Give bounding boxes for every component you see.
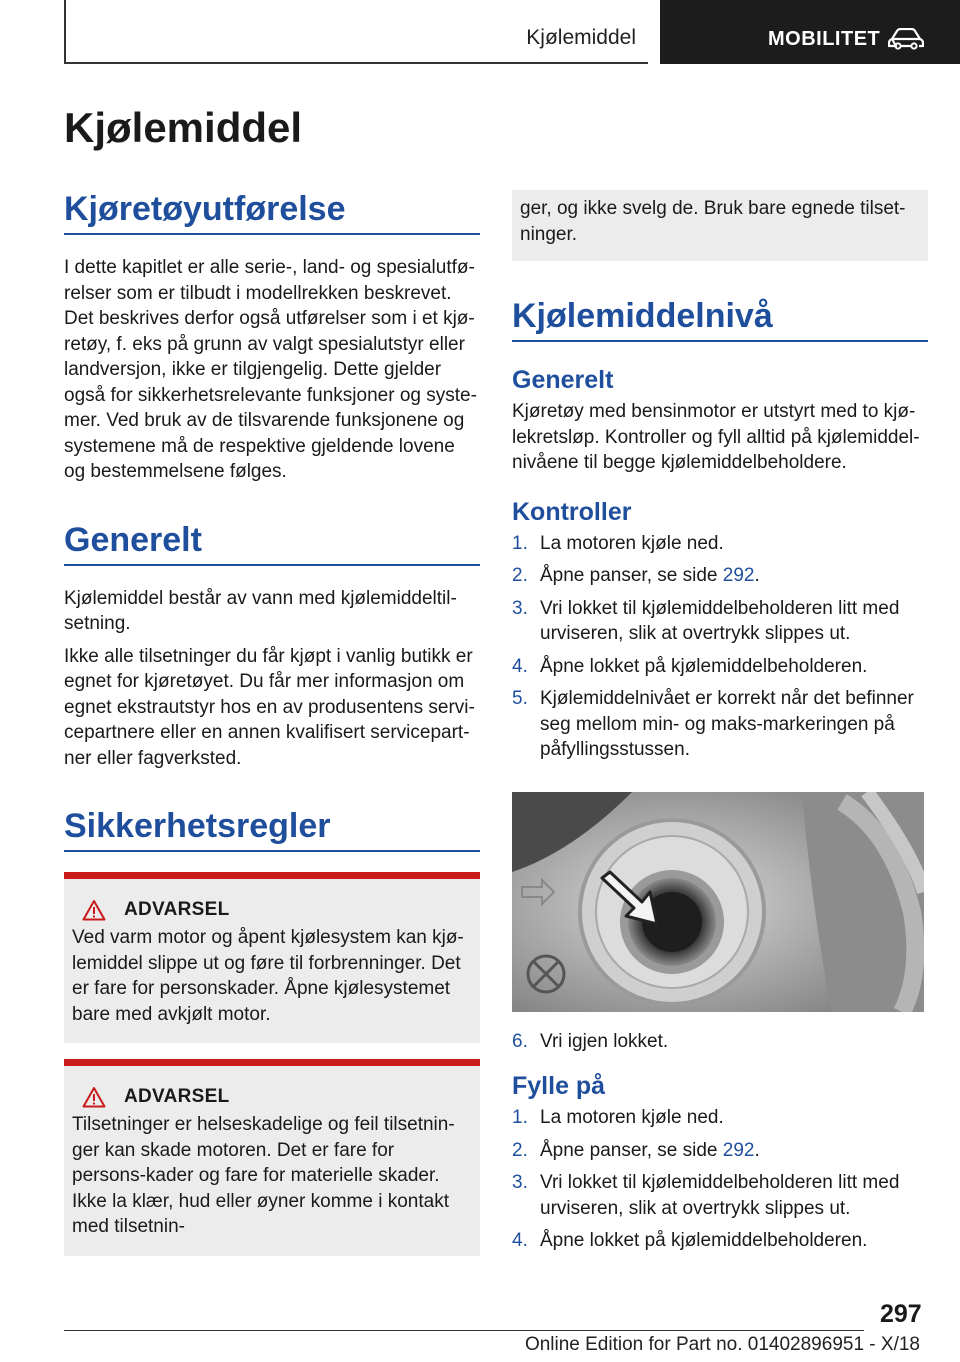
paragraph-vehicle-version: I dette kapitlet er alle serie-, land- og spesialutfø-relser som er tilbudt i modellrekken beskrevet. Det beskrives derfor også utførelser som i et kjø-retøy, f. eks på grunn av valgt spesialutstyr eller landversjon, ikke er tilgjengelig. Dette gjelder også for sikkerhetsrelevante funksjoner og syste-mer. Ved bruk av de tilsvarende funksjonene og systemene må de respektive gjeldende lovene og bestemmelsene følges. bbox=[64, 257, 477, 482]
step-text-pre: Åpne panser, se side bbox=[540, 1139, 723, 1161]
step-text: Vri lokket til kjølemiddelbeholderen litt med urviseren, slik at overtrykk slippes ut. bbox=[540, 1172, 900, 1219]
list-item bbox=[512, 1228, 928, 1254]
step-text bbox=[540, 1138, 760, 1164]
warning-header bbox=[82, 899, 472, 921]
step-text: Åpne lokket på kjølemiddelbeholderen. bbox=[540, 655, 868, 677]
paragraph-general-1: Kjølemiddel består av vann med kjølemiddeltil-setning. bbox=[64, 587, 457, 634]
step-text: Kjølemiddelnivået er korrekt når det befinner seg mellom min- og maks-markeringen på påfyllingsstussen. bbox=[540, 688, 914, 760]
step-number: 5. bbox=[512, 688, 528, 709]
check-steps-list-continued bbox=[512, 1029, 928, 1055]
warning-continuation-text: ger, og ikke svelg de. Bruk bare egnede tilset-ninger. bbox=[520, 198, 906, 245]
warning-box-2 bbox=[64, 1059, 480, 1256]
step-number: 1. bbox=[512, 532, 528, 554]
step-text-pre: Åpne panser, se side bbox=[540, 565, 723, 586]
list-item bbox=[512, 686, 928, 763]
step-number: 6. bbox=[512, 1030, 528, 1052]
step-text bbox=[540, 563, 760, 589]
list-item bbox=[512, 1170, 928, 1221]
list-item bbox=[512, 563, 928, 589]
step-number: 3. bbox=[512, 1172, 528, 1193]
heading-fill: Fylle på bbox=[512, 1072, 606, 1100]
list-item bbox=[512, 531, 928, 557]
step-text: Åpne lokket på kjølemiddelbeholderen. bbox=[540, 1230, 868, 1251]
footer-divider bbox=[64, 1330, 864, 1331]
fill-steps-list bbox=[512, 1105, 928, 1254]
paragraph-general-2: Ikke alle tilsetninger du får kjøpt i vanlig butikk er egnet for kjøretøyet. Du får mer informasjon om egnet ekstrautstyr hos en av produsentens servi-cepartnere eller en annen kvalifisert servicepart-ner eller fagverksted. bbox=[64, 645, 475, 769]
page-reference-link[interactable]: 292 bbox=[722, 1139, 755, 1161]
heading-vehicle-version: Kjøretøyutførelse bbox=[64, 190, 480, 235]
step-number: 1. bbox=[512, 1107, 528, 1128]
right-column bbox=[512, 190, 928, 1261]
heading-safety: Sikkerhetsregler bbox=[64, 807, 480, 852]
page-number: 297 bbox=[880, 1300, 922, 1328]
heading-general-level: Generelt bbox=[512, 366, 614, 394]
left-column bbox=[64, 190, 480, 1256]
heading-general: Generelt bbox=[64, 521, 480, 566]
list-item bbox=[512, 1029, 928, 1055]
step-number: 4. bbox=[512, 1230, 528, 1251]
warning-continuation-box bbox=[512, 190, 928, 261]
list-item bbox=[512, 596, 928, 647]
header-chapter-box bbox=[660, 0, 960, 64]
check-steps-list bbox=[512, 531, 928, 763]
step-text: La motoren kjøle ned. bbox=[540, 1107, 724, 1128]
step-text-post: . bbox=[754, 565, 760, 586]
footer-edition: Online Edition for Part no. 01402896951 - X/18 bbox=[524, 1334, 920, 1355]
step-text: Vri lokket til kjølemiddelbeholderen litt med urviseren, slik at overtrykk slippes ut. bbox=[540, 597, 900, 644]
paragraph-level-general: Kjøretøy med bensinmotor er utstyrt med to kjø-lekretsløp. Kontroller og fyll alltid på kjølemiddel-nivåene til begge kjølemiddelbeholdere. bbox=[512, 401, 920, 473]
step-number: 3. bbox=[512, 597, 528, 619]
warning-header bbox=[82, 1086, 472, 1108]
list-item bbox=[512, 654, 928, 680]
heading-coolant-level: Kjølemiddelnivå bbox=[512, 297, 928, 342]
header-chapter-title: MOBILITET bbox=[768, 28, 881, 50]
heading-check: Kontroller bbox=[512, 497, 632, 526]
header-section-title: Kjølemiddel bbox=[526, 26, 636, 49]
warning-title: ADVARSEL bbox=[124, 1086, 230, 1107]
step-number: 2. bbox=[512, 565, 528, 586]
step-number: 2. bbox=[512, 1139, 528, 1161]
page-title: Kjølemiddel bbox=[64, 104, 303, 151]
warning-text: Ved varm motor og åpent kjølesystem kan kjø-lemiddel slippe ut og føre til forbrenninger. Det er fare for personskader. Åpne kjølesystemet bare med avkjølt motor. bbox=[72, 927, 464, 1025]
warning-box-1 bbox=[64, 872, 480, 1043]
warning-title: ADVARSEL bbox=[124, 899, 230, 920]
coolant-reservoir-photo bbox=[512, 792, 924, 1012]
list-item bbox=[512, 1105, 928, 1131]
step-text: La motoren kjøle ned. bbox=[540, 532, 724, 554]
step-text-post: . bbox=[754, 1139, 760, 1161]
page-reference-link[interactable]: 292 bbox=[722, 565, 755, 586]
car-icon bbox=[888, 28, 924, 50]
list-item bbox=[512, 1138, 928, 1164]
warning-triangle-icon bbox=[82, 1086, 106, 1108]
warning-text: Tilsetninger er helseskadelige og feil tilsetnin-ger kan skade motoren. Det er fare for persons-kader og fare for materielle skader. Ikke la klær, hud eller øyner komme i kontakt med tilsetnin- bbox=[72, 1114, 455, 1237]
step-text: Vri igjen lokket. bbox=[540, 1030, 669, 1052]
step-number: 4. bbox=[512, 655, 528, 677]
warning-triangle-icon bbox=[82, 899, 106, 921]
header-section-box bbox=[64, 0, 648, 64]
